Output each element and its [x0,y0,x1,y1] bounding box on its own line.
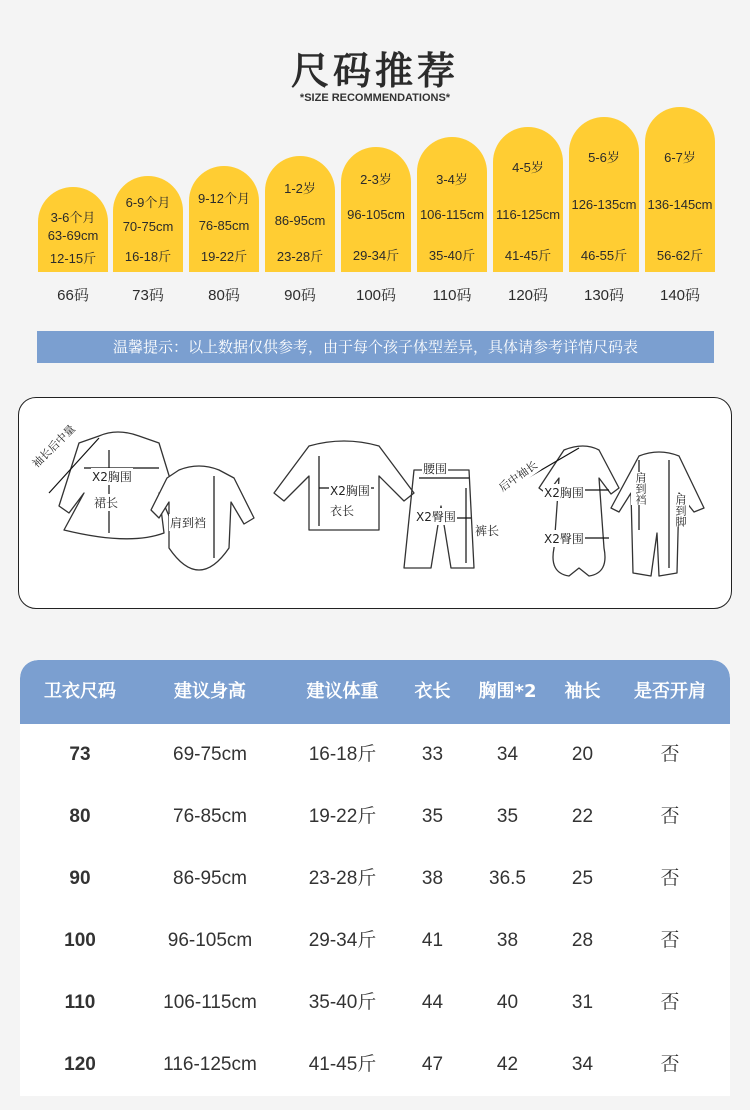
table-cell: 41-45斤 [308,1054,377,1075]
label-pants-length: 裤长 [475,524,500,538]
table-cell: 35 [496,806,519,827]
size-table [20,660,730,1096]
bar-age: 6-7岁 [664,150,696,165]
bar-age: 2-3岁 [360,172,392,187]
bar-weight: 19-22斤 [200,249,248,264]
size-bar [265,156,335,272]
column-header: 建议体重 [306,681,379,702]
table-cell: 35-40斤 [308,992,377,1013]
table-cell: 44 [421,992,444,1013]
table-cell: 否 [660,806,680,827]
measurement-diagram [18,397,732,609]
bar-weight: 12-15斤 [49,251,97,266]
garment-illustrations [19,398,731,608]
dress-outline [59,432,179,539]
bar-height: 106-115cm [419,207,485,222]
table-cell: 80 [69,806,91,827]
bar-height: 136-145cm [647,197,713,212]
table-cell: 否 [660,744,680,765]
bar-age: 6-9个月 [125,195,171,210]
bar-height: 76-85cm [198,218,250,233]
table-cell: 116-125cm [163,1054,257,1075]
table-cell: 22 [571,806,594,827]
table-cell: 否 [660,1054,680,1075]
column-header: 衣长 [414,681,451,702]
bar-age: 4-5岁 [512,160,544,175]
table-cell: 否 [660,868,680,889]
bar-age: 3-4岁 [436,172,468,187]
table-cell: 40 [496,992,519,1013]
table-cell: 69-75cm [173,744,247,765]
size-label: 80码 [208,287,240,304]
column-header: 是否开肩 [634,681,706,702]
table-cell: 19-22斤 [308,806,377,827]
table-cell: 42 [496,1054,519,1075]
table-cell: 34 [571,1054,594,1075]
bar-age: 1-2岁 [284,181,316,196]
bar-weight: 29-34斤 [352,248,400,263]
table-cell: 76-85cm [173,806,247,827]
table-cell: 38 [496,930,519,951]
size-bar [569,117,639,272]
column-header: 建议身高 [174,681,246,702]
table-cell: 110 [64,992,96,1013]
size-label: 73码 [132,287,164,304]
table-cell: 28 [571,930,594,951]
bar-age: 5-6岁 [588,150,620,165]
jumpsuit-front-outline [539,446,619,576]
size-label: 90码 [284,287,316,304]
table-cell: 33 [421,744,444,765]
column-header: 胸围*2 [478,681,537,702]
table-cell: 29-34斤 [308,930,377,951]
size-bars [0,0,750,310]
bar-height: 63-69cm [47,228,99,243]
label-chest-b: X2胸围 [330,484,370,498]
bar-height: 116-125cm [495,207,561,222]
size-label: 66码 [57,287,89,304]
table-cell: 106-115cm [163,992,257,1013]
bar-height: 96-105cm [347,207,405,222]
bar-weight: 23-28斤 [276,249,324,264]
bar-age: 9-12个月 [197,191,251,206]
table-cell: 16-18斤 [308,744,377,765]
size-label: 130码 [583,287,625,304]
table-cell: 36.5 [489,868,526,889]
bar-weight: 56-62斤 [656,248,704,263]
tip-banner: 温馨提示：以上数据仅供参考，由于每个孩子体型差异，具体请参考详情尺码表 [37,331,714,363]
table-cell: 90 [69,868,91,889]
label-shoulder-crotch: 肩到裆 [170,516,207,530]
label-sleeve-back: 袖长后中量 [28,420,80,472]
table-cell: 否 [660,930,680,951]
table-cell: 20 [571,744,594,765]
table-cell: 41 [421,930,444,951]
bar-height: 86-95cm [274,213,326,228]
label-chest-a: X2胸围 [92,470,132,484]
size-bar [417,137,487,272]
size-bar [189,166,259,272]
table-cell: 73 [69,744,91,765]
table-cell: 96-105cm [167,930,253,951]
size-bar [493,127,563,272]
table-cell: 120 [64,1054,96,1075]
label-back-sleeve: 后中袖长 [495,456,542,495]
jumpsuit-back-outline [611,452,704,576]
column-header: 卫衣尺码 [44,681,116,702]
bar-height: 126-135cm [571,197,637,212]
bar-age: 3-6个月 [50,210,96,225]
size-label: 110码 [432,287,472,304]
page-subtitle: *SIZE RECOMMENDATIONS* [299,92,451,104]
table-header [20,660,730,724]
table-cell: 47 [421,1054,444,1075]
table-cell: 25 [571,868,594,889]
label-hip-b: X2臀围 [544,532,584,546]
size-bar [38,187,108,272]
column-header: 袖长 [564,681,601,702]
size-label: 120码 [507,287,549,304]
label-shoulder-crotch-b: 肩到裆 [631,472,649,505]
bar-weight: 35-40斤 [428,248,476,263]
bar-height: 70-75cm [122,219,174,234]
table-cell: 34 [496,744,519,765]
label-chest-c: X2胸围 [544,486,584,500]
bar-weight: 16-18斤 [124,249,172,264]
size-label: 100码 [355,287,397,304]
size-bar [645,107,715,272]
page-title: 尺码推荐 [290,49,459,93]
label-shoulder-foot: 肩到脚 [671,494,689,527]
size-bar [113,176,183,272]
label-skirt-length: 裙长 [94,496,119,510]
size-label: 140码 [659,287,701,304]
table-cell: 23-28斤 [308,868,377,889]
label-waist: 腰围 [423,462,448,476]
bar-weight: 41-45斤 [504,248,552,263]
table-cell: 35 [421,806,444,827]
table-cell: 31 [571,992,594,1013]
bar-weight: 46-55斤 [580,248,628,263]
label-hip-a: X2臀围 [416,510,456,524]
table-cell: 38 [421,868,444,889]
table-cell: 否 [660,992,680,1013]
size-bar [341,147,411,272]
table-cell: 86-95cm [173,868,247,889]
label-coat-length: 衣长 [330,504,355,518]
table-cell: 100 [64,930,96,951]
